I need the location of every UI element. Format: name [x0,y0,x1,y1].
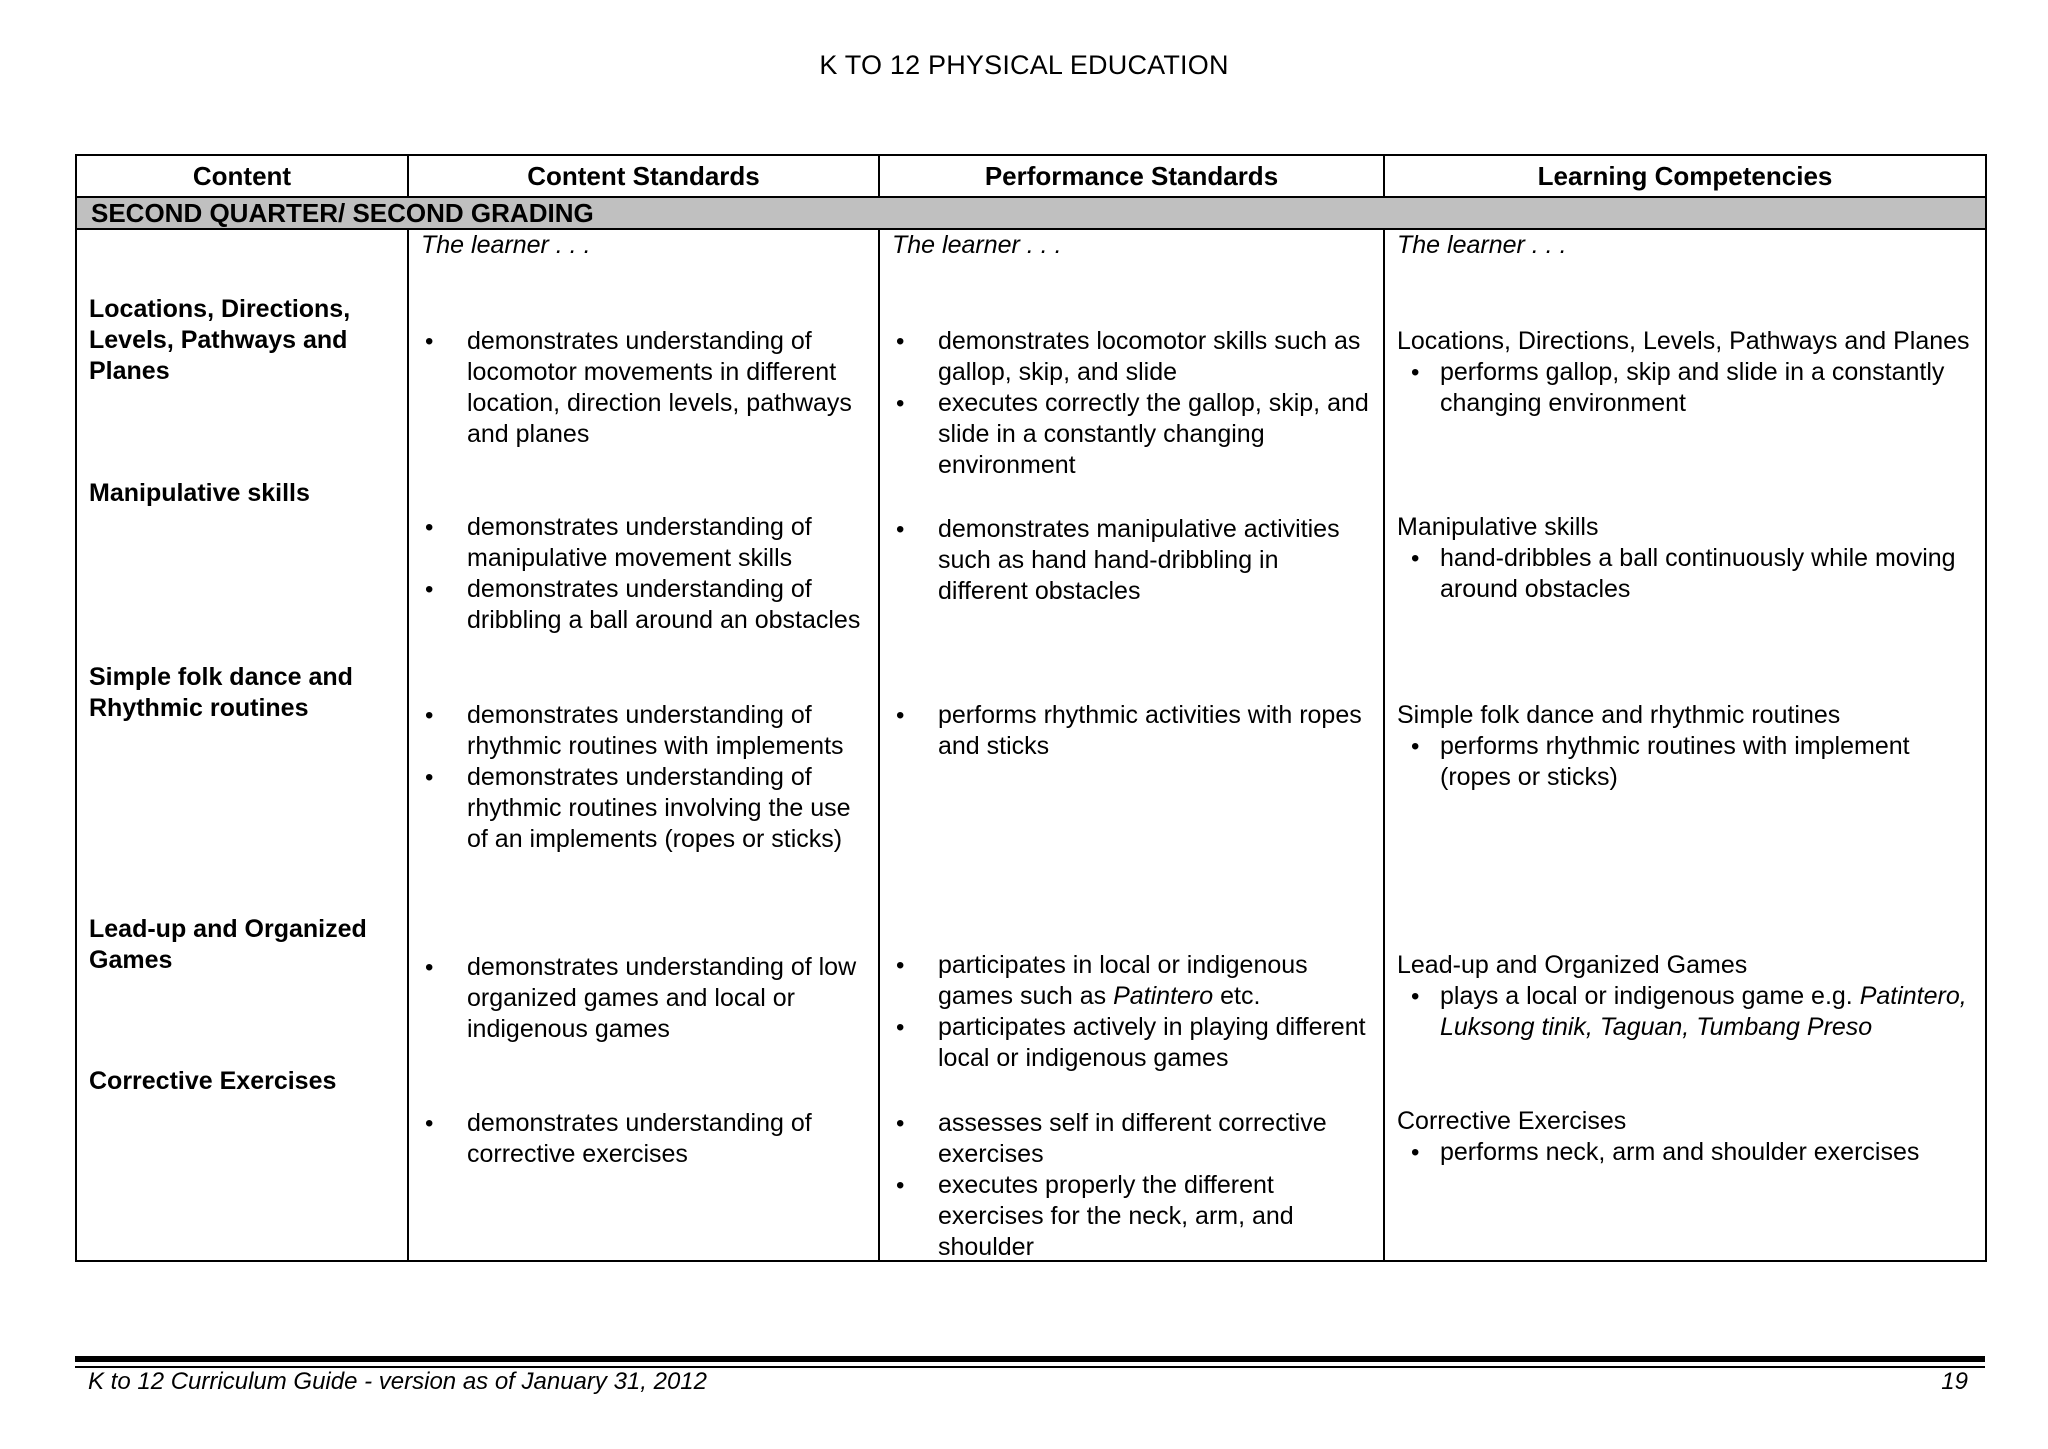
page-number: 19 [1941,1368,1968,1395]
list-item: • participates actively in playing different local or indigenous games [892,1012,1373,1074]
performance-standard-list [892,950,1373,1074]
performance-standard-list [892,700,1373,762]
performance-standard-list [892,514,1373,607]
item-emphasis: Patintero, Luksong tinik, Taguan, Tumbang Preso [1440,982,1967,1041]
learning-competencies-column [1384,229,1986,1261]
list-item: • executes correctly the gallop, skip, and slide in a constantly changing environment [892,388,1373,481]
list-item: • demonstrates manipulative activities such as hand hand-dribbling in different obstacles [892,514,1373,607]
content-column [76,229,408,1261]
item-text: participates in local or indigenous games such as [938,951,1308,1010]
learner-label: The learner . . . [1397,231,1567,259]
content-standard-list [421,952,868,1045]
list-item: • demonstrates locomotor skills such as gallop, skip, and slide [892,326,1373,388]
competency-list [1397,731,1975,793]
competency-heading: Locations, Directions, Levels, Pathways and Planes [1397,327,1970,355]
column-header-content-standards: Content Standards [408,155,879,197]
table-row [76,229,1986,1261]
competency-heading: Simple folk dance and rhythmic routines [1397,701,1841,729]
competency-group [1397,326,1975,419]
item-text: plays a local or indigenous game e.g. [1440,982,1860,1010]
list-item: • demonstrates understanding of rhythmic routines with implements [421,700,868,762]
list-item: • demonstrates understanding of rhythmic routines involving the use of an implements (ropes or sticks) [421,762,868,855]
footer-rule [75,1356,1985,1362]
item-emphasis: Patintero [1113,982,1214,1010]
list-item: • demonstrates understanding of locomotor movements in different location, direction levels, pathways and planes [421,326,868,450]
competency-group [1397,700,1975,793]
list-item: • performs rhythmic activities with ropes and sticks [892,700,1373,762]
quarter-label: SECOND QUARTER/ SECOND GRADING [76,197,1986,229]
list-item: • assesses self in different corrective exercises [892,1108,1373,1170]
list-item: • demonstrates understanding of corrective exercises [421,1108,868,1170]
page-title: K TO 12 PHYSICAL EDUCATION [819,50,1229,80]
performance-standard-list [892,1108,1373,1263]
list-item: • demonstrates understanding of low organized games and local or indigenous games [421,952,868,1045]
competency-heading: Lead-up and Organized Games [1397,951,1748,979]
learner-label: The learner . . . [892,231,1062,259]
competency-heading: Corrective Exercises [1397,1107,1627,1135]
list-item: • demonstrates understanding of dribbling a ball around an obstacles [421,574,868,636]
content-standard-list [421,326,868,450]
column-header-content: Content [76,155,408,197]
content-standard-list [421,1108,868,1170]
content-topic: Manipulative skills [89,479,310,507]
performance-standards-column [879,229,1384,1261]
list-item: • performs gallop, skip and slide in a constantly changing environment [1397,357,1975,419]
header-row [76,155,1986,197]
list-item: • executes properly the different exercises for the neck, arm, and shoulder [892,1170,1373,1263]
item-text: etc. [1213,982,1261,1010]
list-item: • performs rhythmic routines with implement (ropes or sticks) [1397,731,1975,793]
competency-heading: Manipulative skills [1397,513,1599,541]
curriculum-table [75,154,1987,1262]
list-item [1397,981,1975,1043]
competency-group [1397,512,1975,605]
competency-list [1397,1137,1975,1168]
list-item: • demonstrates understanding of manipulative movement skills [421,512,868,574]
list-item [892,950,1373,1012]
learner-label: The learner . . . [421,231,591,259]
competency-list [1397,357,1975,419]
footer-version: K to 12 Curriculum Guide - version as of January 31, 2012 [88,1368,707,1395]
column-header-performance-standards: Performance Standards [879,155,1384,197]
content-topic: Simple folk dance and Rhythmic routines [89,663,353,722]
performance-standard-list [892,326,1373,481]
competency-list [1397,543,1975,605]
quarter-row [76,197,1986,229]
content-standards-column [408,229,879,1261]
content-standard-list [421,700,868,855]
content-standard-list [421,512,868,636]
competency-list [1397,981,1975,1043]
competency-group [1397,950,1975,1043]
list-item: • performs neck, arm and shoulder exercises [1397,1137,1975,1168]
content-topic: Lead-up and Organized Games [89,915,367,974]
content-topic: Corrective Exercises [89,1067,337,1095]
list-item: • hand-dribbles a ball continuously while moving around obstacles [1397,543,1975,605]
column-header-learning-competencies: Learning Competencies [1384,155,1986,197]
content-topic: Locations, Directions, Levels, Pathways and Planes [89,295,351,385]
competency-group [1397,1106,1975,1168]
